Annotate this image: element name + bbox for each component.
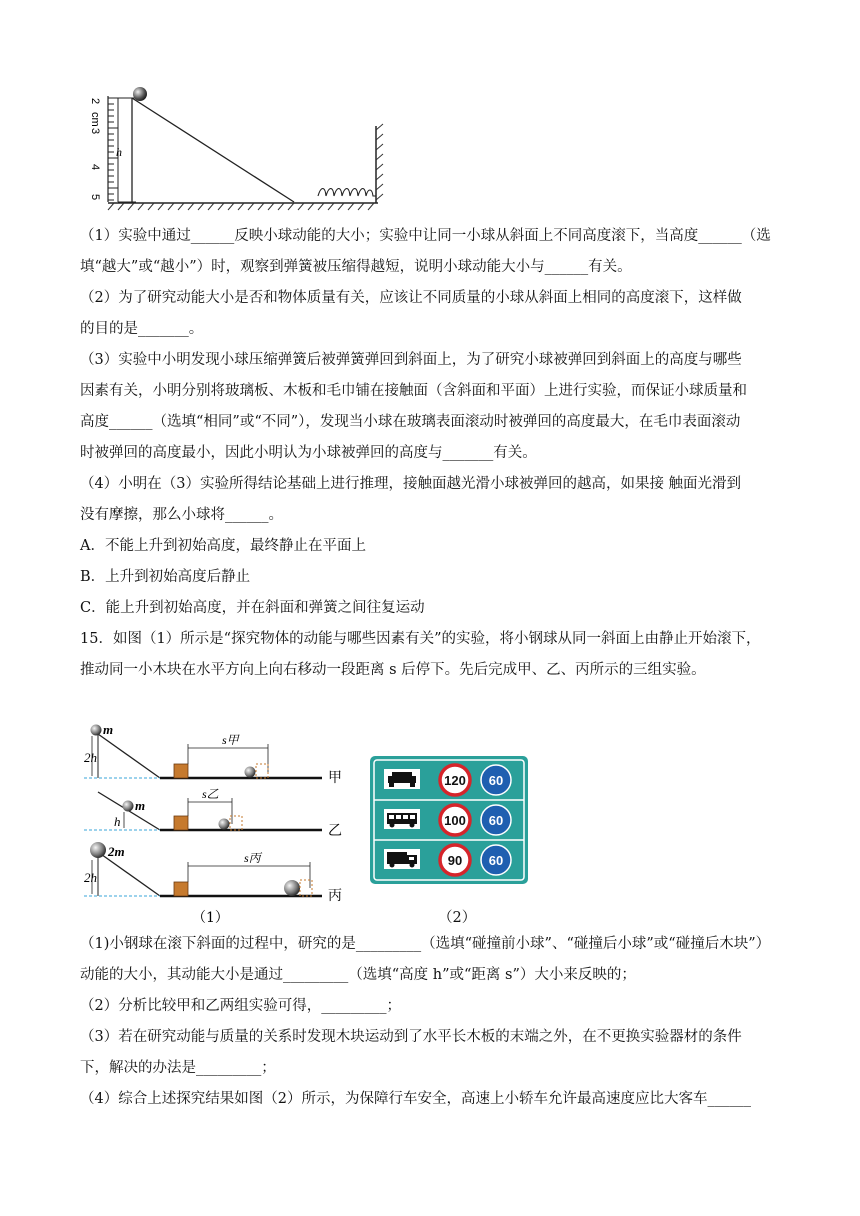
ruler bbox=[89, 96, 118, 202]
bus-icon bbox=[384, 809, 420, 829]
q14-part3-line3: 高度______（选填“相同”或“不同”），发现当小球在玻璃表面滚动时被弹回的高度最大，在毛巾表面滚动 bbox=[80, 414, 741, 430]
yi-label: 乙 bbox=[328, 823, 342, 839]
q14-part3-line2: 因素有关，小明分别将玻璃板、木板和毛巾铺在接触面（含斜面和平面）上进行实验，而保证小球质量和 bbox=[80, 383, 747, 399]
experiment-jia bbox=[84, 722, 342, 786]
height-label: h bbox=[116, 145, 122, 159]
q14-part2-line2: 的目的是_______。 bbox=[80, 321, 204, 337]
bing-mass: 2m bbox=[108, 844, 125, 859]
bing-distance: s丙 bbox=[244, 851, 261, 865]
spring bbox=[318, 189, 376, 197]
experiment-bing bbox=[84, 842, 342, 904]
q15-intro-line1: 15．如图（1）所示是“探究物体的动能与哪些因素有关”的实验，将小钢球从同一斜面上由静止开始滚下， bbox=[80, 631, 761, 647]
ruler-label-5: 5 bbox=[89, 194, 101, 201]
ruler-label-3: 3 bbox=[89, 128, 101, 135]
q15-part1-line2: 动能的大小，其动能大小是通过_________（选填“高度 h”或“距离 s”）大小来反映的； bbox=[80, 967, 636, 983]
yi-distance: s乙 bbox=[202, 787, 219, 801]
q14-block bbox=[80, 221, 780, 686]
figure2-caption: （2） bbox=[438, 910, 477, 926]
car-icon bbox=[384, 769, 420, 789]
q14-part1-line1: （1）实验中通过______反映小球动能的大小；实验中让同一小球从斜面上不同高度滚下，当高度______（选 bbox=[80, 228, 771, 244]
bus-max-speed: 100 bbox=[444, 813, 466, 828]
q14-part4-line1: （4）小明在（3）实验所得结论基础上进行推理，接触面越光滑小球被弹回的越高，如果接 触面光滑到 bbox=[80, 476, 742, 492]
ball bbox=[133, 87, 147, 101]
jia-distance: s甲 bbox=[222, 733, 239, 747]
q14-option-c: C．能上升到初始高度，并在斜面和弹簧之间往复运动 bbox=[80, 600, 425, 616]
bus-min-speed: 60 bbox=[488, 813, 504, 828]
q15-part4: （4）综合上述探究结果如图（2）所示，为保障行车安全，高速上小轿车允许最高速度应比大客车______ bbox=[80, 1091, 751, 1107]
jia-mass: m bbox=[103, 722, 114, 737]
q14-part3-line4: 时被弹回的高度最小，因此小明认为小球被弹回的高度与_______有关。 bbox=[80, 445, 537, 461]
q15-part2: （2）分析比较甲和乙两组实验可得，_________； bbox=[80, 998, 401, 1014]
yi-mass: m bbox=[135, 798, 146, 813]
q14-part4-line2: 没有摩擦，那么小球将______。 bbox=[80, 507, 283, 523]
car-min-speed: 60 bbox=[488, 773, 504, 788]
truck-max-speed: 90 bbox=[447, 853, 463, 868]
q14-part1-line2: 填“越大”或“越小”）时，观察到弹簧被压缩得越短，说明小球动能大小与______有关。 bbox=[80, 259, 632, 275]
bing-height: 2h bbox=[84, 870, 97, 885]
q14-part3-line1: （3）实验中小明发现小球压缩弹簧后被弹簧弹回到斜面上，为了研究小球被弹回到斜面上的高度与哪些 bbox=[80, 352, 742, 368]
q14-option-a: A．不能上升到初始高度，最终静止在平面上 bbox=[80, 538, 366, 554]
truck-min-speed: 60 bbox=[488, 853, 504, 868]
car-max-speed: 120 bbox=[444, 773, 466, 788]
q15-intro-line2: 推动同一小木块在水平方向上向右移动一段距离 s 后停下。先后完成甲、乙、丙所示的三组实验。 bbox=[80, 662, 706, 678]
ruler-label-cm: cm bbox=[89, 112, 101, 127]
experiment-yi bbox=[84, 787, 342, 839]
jia-height: 2h bbox=[84, 750, 97, 765]
q14-option-b: B．上升到初始高度后静止 bbox=[80, 569, 251, 585]
q15-part3-line1: （3）若在研究动能与质量的关系时发现木块运动到了水平长木板的末端之外，在不更换实验器材的条件 bbox=[80, 1029, 742, 1045]
bing-label: 丙 bbox=[328, 888, 342, 904]
ramp-spring-figure bbox=[78, 84, 398, 214]
truck-icon bbox=[384, 849, 420, 869]
q15-part3-line2: 下，解决的办法是_________； bbox=[80, 1060, 276, 1076]
speed-limit-sign bbox=[370, 756, 528, 884]
yi-height: h bbox=[114, 814, 121, 829]
jia-label: 甲 bbox=[328, 770, 342, 786]
three-experiments-figure bbox=[84, 722, 354, 930]
ruler-label-4: 4 bbox=[89, 164, 101, 171]
figure1-caption: （1） bbox=[192, 910, 229, 926]
q15-block bbox=[80, 929, 780, 1115]
q14-part2-line1: （2）为了研究动能大小是否和物体质量有关，应该让不同质量的小球从斜面上相同的高度滚下，这样做 bbox=[80, 290, 742, 306]
q15-part1-line1: （1)小钢球在滚下斜面的过程中，研究的是_________（选填“碰撞前小球”、“碰撞后小球”或“碰撞后木块”） bbox=[80, 936, 771, 952]
ruler-label-2: 2 bbox=[89, 98, 101, 105]
